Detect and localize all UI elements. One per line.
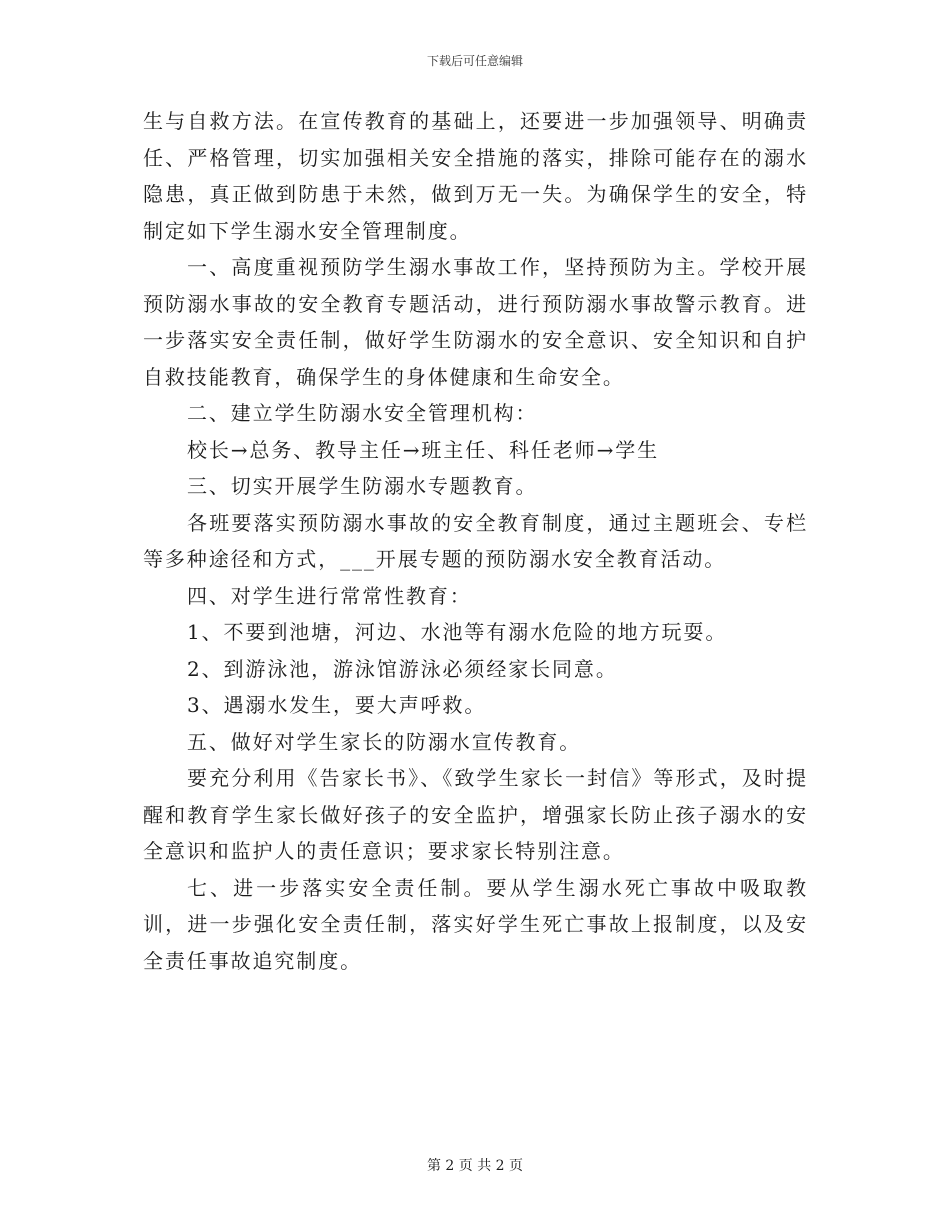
paragraph-section-1: 一、高度重视预防学生溺水事故工作，坚持预防为主。学校开展预防溺水事故的安全教育专题活动，进行预防溺水事故警示教育。进一步落实安全责任制，做好学生防溺水的安全意识、安全知识和自护自救技能教育，确保学生的身体健康和生命安全。 <box>143 255 808 389</box>
paragraph-section-3-body: 各班要落实预防溺水事故的安全教育制度，通过主题班会、专栏等多种途径和方式，___开展专题的预防溺水安全教育活动。 <box>143 510 808 571</box>
page-number-footer: 第 2 页 共 2 页 <box>426 1158 524 1174</box>
paragraph-section-4-heading: 四、对学生进行常常性教育： <box>187 583 472 608</box>
paragraph-intro-continued: 生与自救方法。在宣传教育的基础上，还要进一步加强领导、明确责任、严格管理，切实加强相关安全措施的落实，排除可能存在的溺水隐患，真正做到防患于未然，做到万无一失。为确保学生的安全，特制定如下学生溺水安全管理制度。 <box>143 109 808 243</box>
paragraph-section-5-body: 要充分利用《告家长书》、《致学生家长一封信》等形式，及时提醒和教育学生家长做好孩子的安全监护，增强家长防止孩子溺水的安全意识和监护人的责任意识；要求家长特别注意。 <box>143 766 808 863</box>
list-item-1: 1、不要到池塘，河边、水池等有溺水危险的地方玩耍。 <box>187 620 728 644</box>
paragraph-section-3-heading: 三、切实开展学生防溺水专题教育。 <box>187 474 538 498</box>
document-body <box>143 103 808 979</box>
list-item-3: 3、遇溺水发生，要大声呼救。 <box>187 693 487 717</box>
paragraph-org-chain: 校长→总务、教导主任→班主任、科任老师→学生 <box>187 437 660 462</box>
list-item-2: 2、到游泳池，游泳馆游泳必须经家长同意。 <box>187 656 618 681</box>
paragraph-section-7: 七、进一步落实安全责任制。要从学生溺水死亡事故中吸取教训，进一步强化安全责任制，落实好学生死亡事故上报制度，以及安全责任事故追究制度。 <box>143 875 808 973</box>
page-header: 下载后可任意编辑 <box>426 54 523 68</box>
paragraph-section-5-heading: 五、做好对学生家长的防溺水宣传教育。 <box>187 729 582 754</box>
paragraph-section-2-heading: 二、建立学生防溺水安全管理机构： <box>187 401 538 425</box>
